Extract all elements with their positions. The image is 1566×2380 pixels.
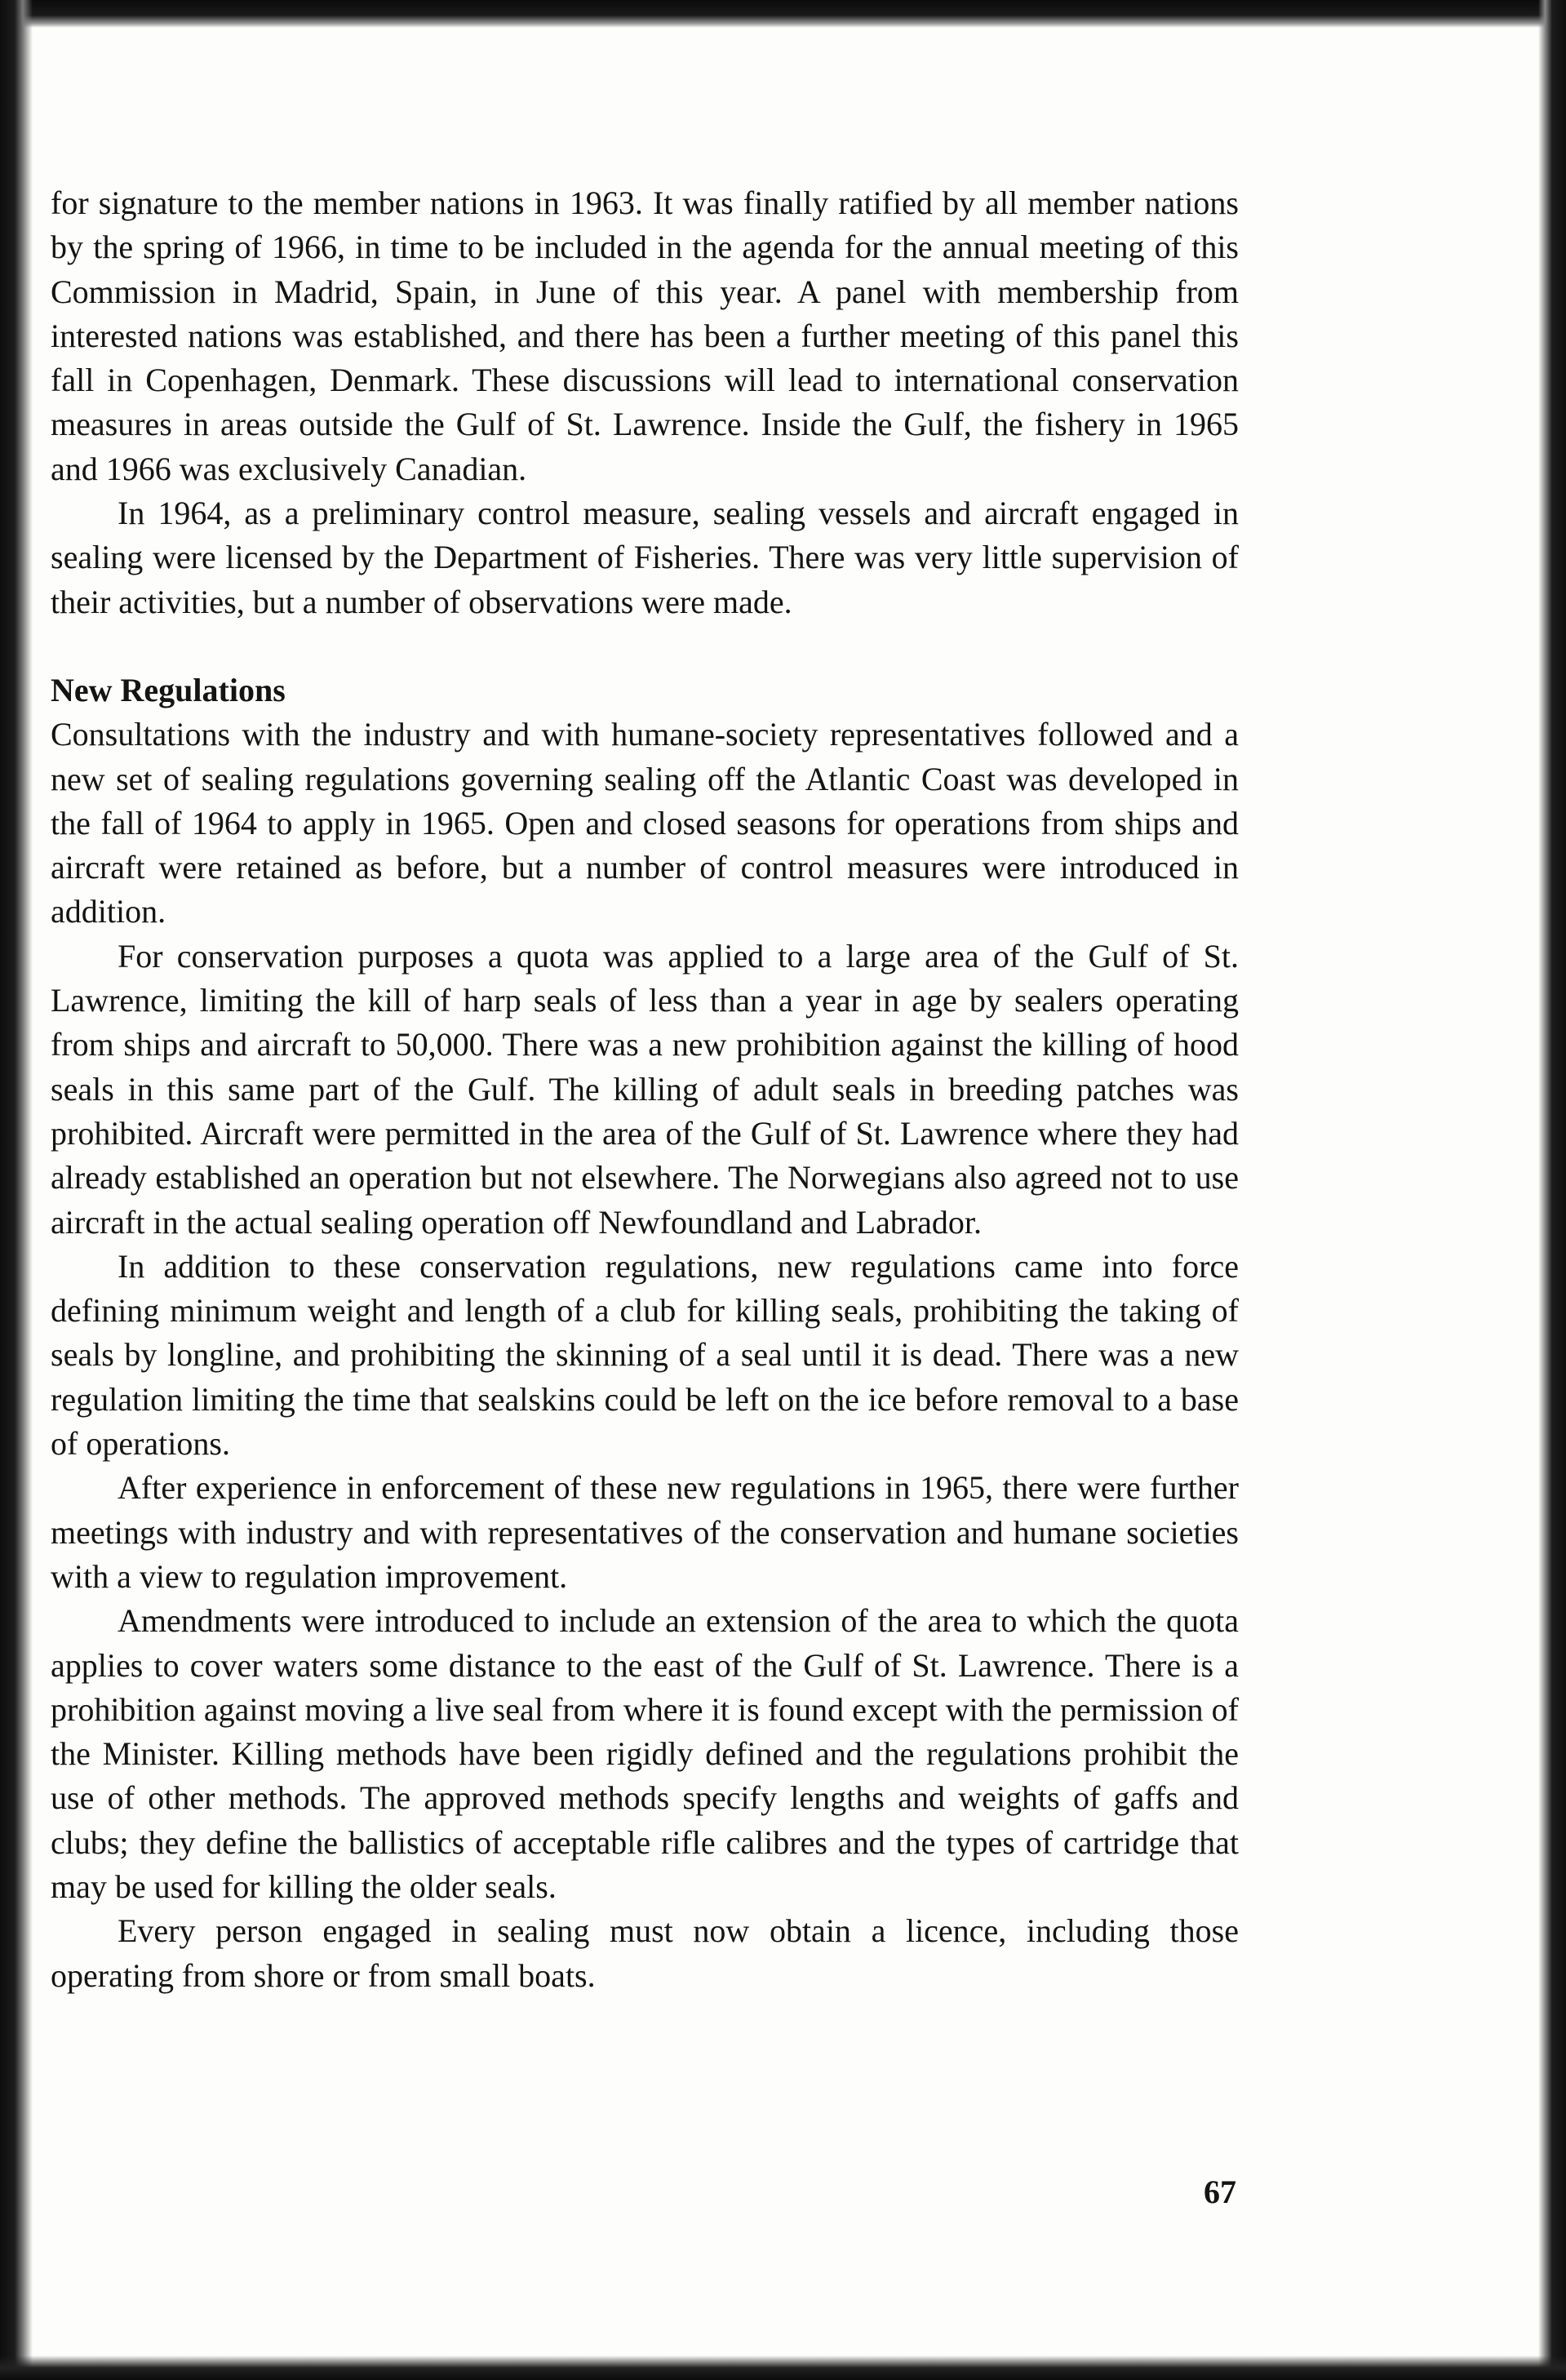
body-text bbox=[51, 181, 1239, 1998]
paragraph-conservation-quota: For conservation purposes a quota was applied to a large area of the Gulf of St. Lawrence, limiting the kill of harp seals of less than a year in age by sealers operating from ships and aircraft to 50,000. There was a new prohibition against the killing of hood seals in this same part of the Gulf. The killing of adult seals in breeding patches was prohibited. Aircraft were permitted in the area of the Gulf of St. Lawrence where they had already established an operation but not elsewhere. The Norwegians also agreed not to use aircraft in the actual sealing operation off Newfoundland and Labrador. bbox=[51, 937, 1239, 1241]
scan-edge-right bbox=[1538, 0, 1566, 2380]
section-heading: New Regulations bbox=[51, 671, 286, 708]
paragraph-amendments: Amendments were introduced to include an extension of the area to which the quota applies to cover waters some distance to the east of the Gulf of St. Lawrence. There is a prohibition against moving a live seal from where it is found except with the permission of the Minister. Killing methods have been rigidly defined and the regulations prohibit the use of other methods. The approved methods specify lengths and weights of gaffs and clubs; they define the ballistics of acceptable rifle calibres and the types of cartridge that may be used for killing the older seals. bbox=[51, 1602, 1239, 1905]
page-number: 67 bbox=[1204, 2174, 1236, 2210]
paragraph-enforcement-experience: After experience in enforcement of these new regulations in 1965, there were further meetings with industry and with representatives of the conservation and humane societies with a view to regulation improvement. bbox=[51, 1469, 1239, 1595]
scan-edge-left bbox=[0, 0, 33, 2380]
paragraph-additional-regulations: In addition to these conservation regulations, new regulations came into force defining minimum weight and length of a club for killing seals, prohibiting the taking of seals by longline, and prohibiting the skinning of a seal until it is dead. There was a new regulation limiting the time that sealskins could be left on the ice before removal to a base of operations. bbox=[51, 1247, 1239, 1463]
scan-edge-bottom bbox=[0, 2356, 1566, 2380]
paragraph-continuation: for signature to the member nations in 1963. It was finally ratified by all member nations by the spring of 1966, in time to be included in the agenda for the annual meeting of this Commission in Madrid, Spain, in June of this year. A panel with membership from interested nations was established, and there has been a further meeting of this panel this fall in Copenhagen, Denmark. These discussions will lead to international conservation measures in areas outside the Gulf of St. Lawrence. Inside the Gulf, the fishery in 1965 and 1966 was exclusively Canadian. bbox=[51, 184, 1239, 487]
scan-edge-top bbox=[0, 0, 1566, 28]
paragraph-consultations: Consultations with the industry and with humane-society representatives followed and a new set of sealing regulations governing sealing off the Atlantic Coast was developed in the fall of 1964 to apply in 1965. Open and closed seasons for operations from ships and aircraft were retained as before, but a number of control measures were introduced in addition. bbox=[51, 716, 1239, 930]
paragraph-1964-control: In 1964, as a preliminary control measure, sealing vessels and aircraft engaged in sealing were licensed by the Department of Fisheries. There was very little supervision of their activities, but a number of observations were made. bbox=[51, 495, 1239, 620]
paragraph-licence: Every person engaged in sealing must now obtain a licence, including those operating from shore or from small boats. bbox=[51, 1912, 1239, 1994]
